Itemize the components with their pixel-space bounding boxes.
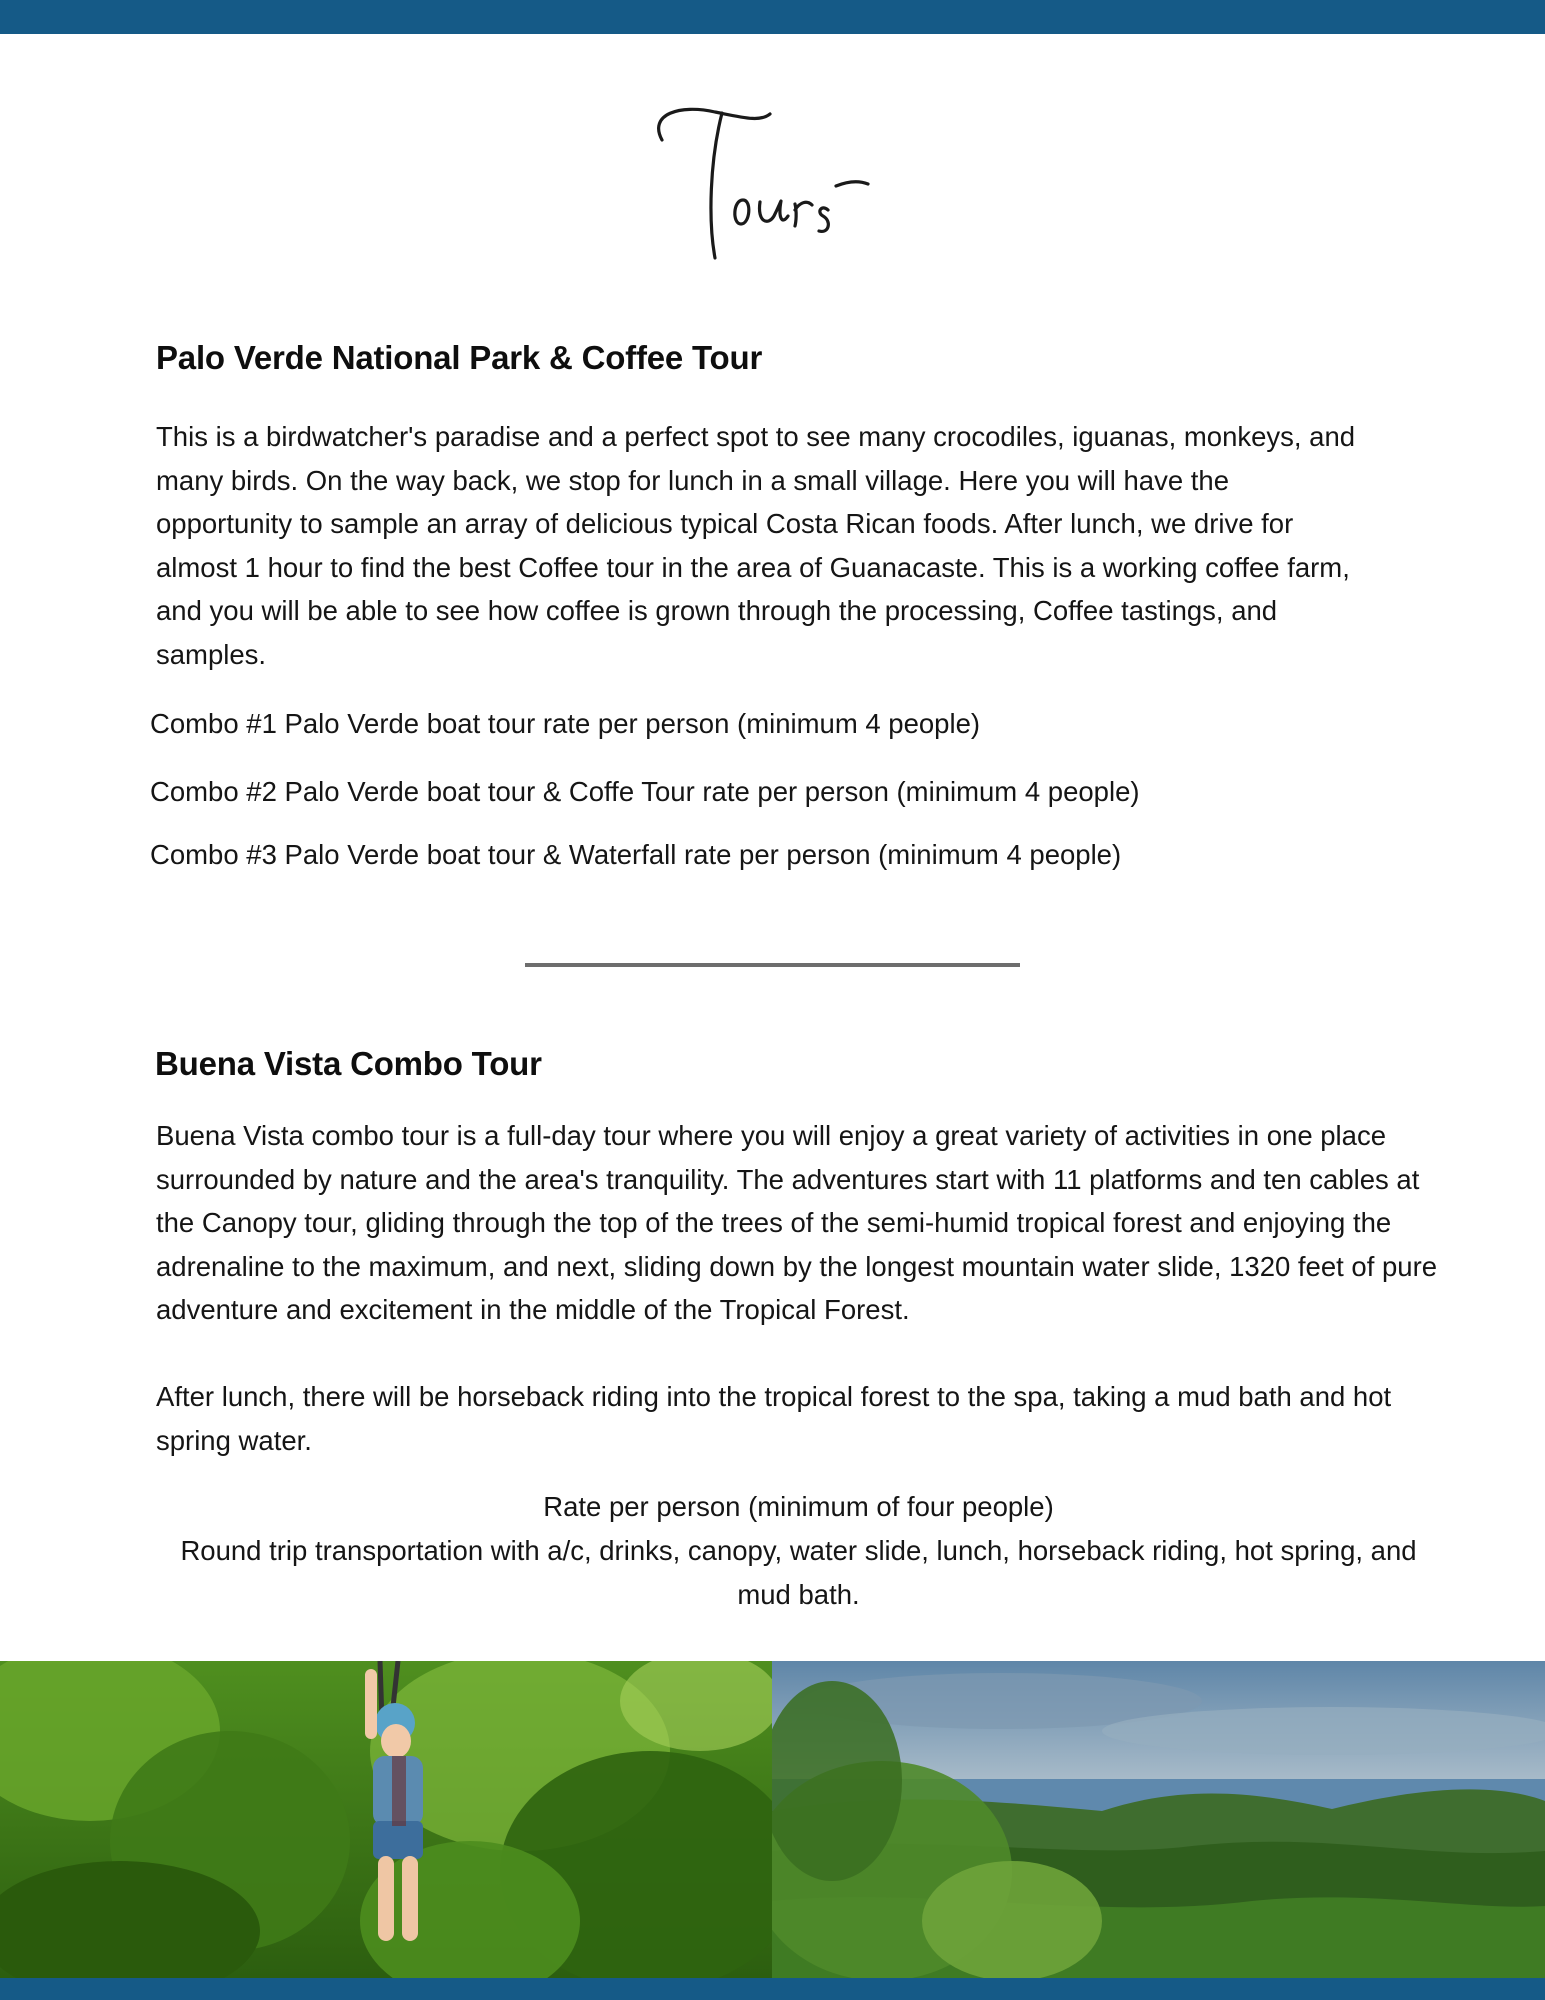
buena-vista-description-2: After lunch, there will be horseback riding into the tropical forest to the spa, taking a mud bath and hot spring water. — [156, 1381, 1392, 1456]
combo-3-line: Combo #3 Palo Verde boat tour & Waterfall rate per person (minimum 4 people) — [150, 839, 1122, 870]
section-title-buena-vista: Buena Vista Combo Tour — [155, 1045, 542, 1082]
zipline-canopy-photo — [0, 1661, 772, 1978]
combo-2-line: Combo #2 Palo Verde boat tour & Coffe Tour rate per person (minimum 4 people) — [150, 776, 1140, 807]
top-accent-bar — [0, 0, 1545, 34]
combo-1-line: Combo #1 Palo Verde boat tour rate per person (minimum 4 people) — [150, 708, 981, 739]
section-divider — [525, 963, 1020, 967]
bottom-accent-bar — [0, 1978, 1545, 2000]
inclusions-line: Round trip transportation with a/c, drinks, canopy, water slide, lunch, horseback riding, hot spring, and mud bath. — [180, 1535, 1417, 1610]
buena-vista-description: Buena Vista combo tour is a full-day tour where you will enjoy a great variety of activities in one place surrounded by nature and the area's tranquility. The adventures start with 11 platforms and ten cables at the Canopy tour, gliding through the top of the trees of the semi-humid tropical forest and enjoying the adrenaline to the maximum, and next, sliding down by the longest mountain water slide, 1320 feet of pure adventure and excitement in the middle of the Tropical Forest. — [156, 1120, 1438, 1325]
palo-verde-description: This is a birdwatcher's paradise and a perfect spot to see many crocodiles, iguanas, monkeys, and many birds. On the way back, we stop for lunch in a small village. Here you will have the opportunity to sample an array of delicious typical Costa Rican foods. After lunch, we drive for almost 1 hour to find the best Coffee tour in the area of Guanacaste. This is a working coffee farm, and you will be able to see how coffee is grown through the processing, Coffee tastings, and samples. — [156, 421, 1356, 670]
rate-per-person-line: Rate per person (minimum of four people) — [543, 1491, 1054, 1522]
page-title-script — [640, 100, 910, 270]
tours-script-logo — [640, 100, 910, 270]
section-title-palo-verde: Palo Verde National Park & Coffee Tour — [156, 339, 763, 376]
tropical-coast-photo — [772, 1661, 1545, 1978]
